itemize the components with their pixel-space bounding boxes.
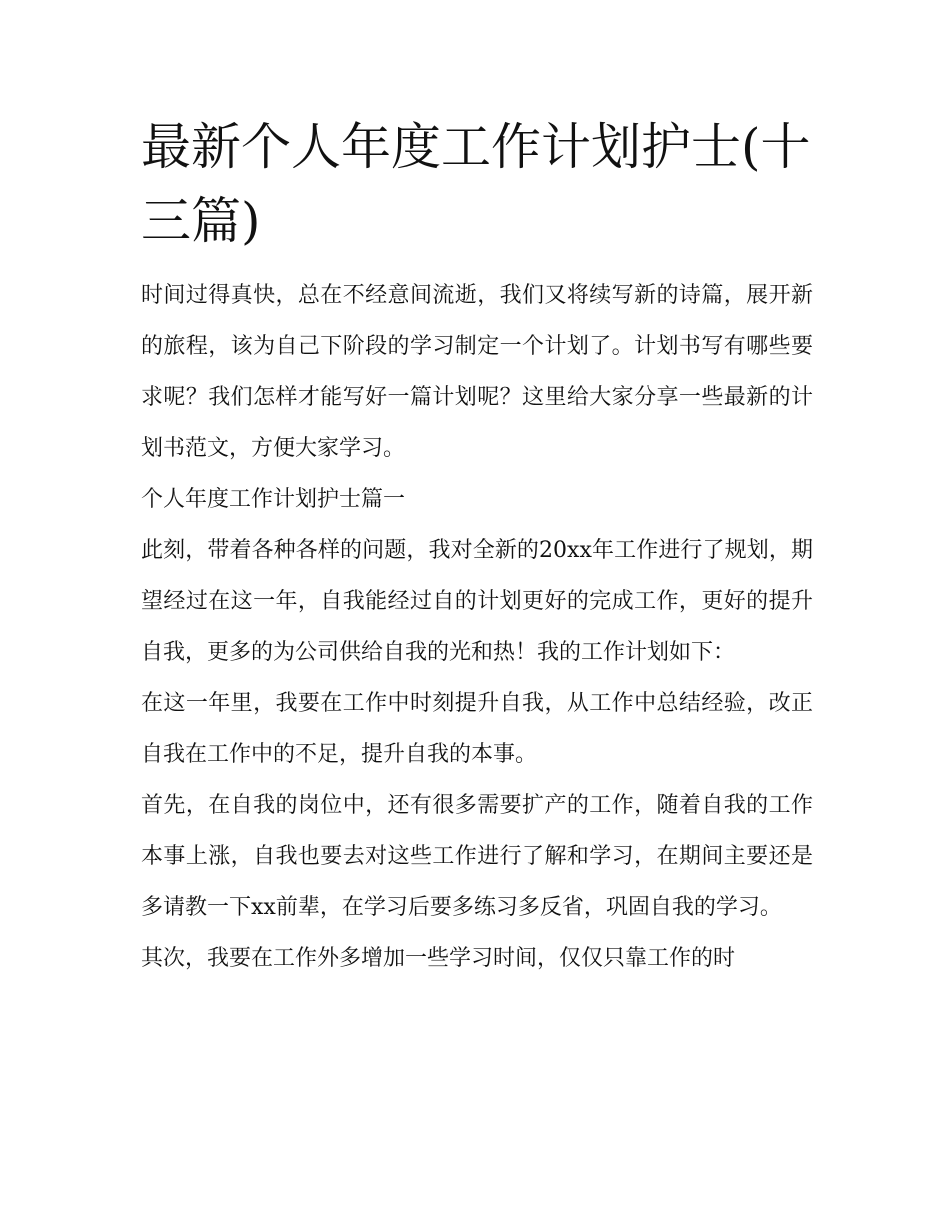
body-paragraph: 首先，在自我的岗位中，还有很多需要扩产的工作，随着自我的工作本事上涨，自我也要去对这些工作进行了解和学习，在期间主要还是多请教一下xx前辈，在学习后要多练习多反省，巩固自我的学习。: [141, 793, 813, 920]
document-title: 最新个人年度工作计划护士(十三篇): [141, 118, 811, 250]
document-page: [141, 110, 813, 984]
body-paragraph: 此刻，带着各种各样的问题，我对全新的20xx年工作进行了规划，期望经过在这一年，自我能经过自的计划更好的完成工作，更好的提升自我，更多的为公司供给自我的光和热！我的工作计划如下：: [141, 538, 813, 665]
intro-paragraph: 时间过得真快，总在不经意间流逝，我们又将续写新的诗篇，展开新的旅程，该为自己下阶段的学习制定一个计划了。计划书写有哪些要求呢？我们怎样才能写好一篇计划呢？这里给大家分享一些最新的计划书范文，方便大家学习。: [141, 283, 813, 461]
body-paragraph: 其次，我要在工作外多增加一些学习时间，仅仅只靠工作的时: [141, 946, 736, 971]
section-heading: 个人年度工作计划护士篇一: [141, 487, 406, 512]
body-paragraph: 在这一年里，我要在工作中时刻提升自我，从工作中总结经验，改正自我在工作中的不足，提升自我的本事。: [141, 691, 813, 767]
document-body: [141, 270, 813, 984]
